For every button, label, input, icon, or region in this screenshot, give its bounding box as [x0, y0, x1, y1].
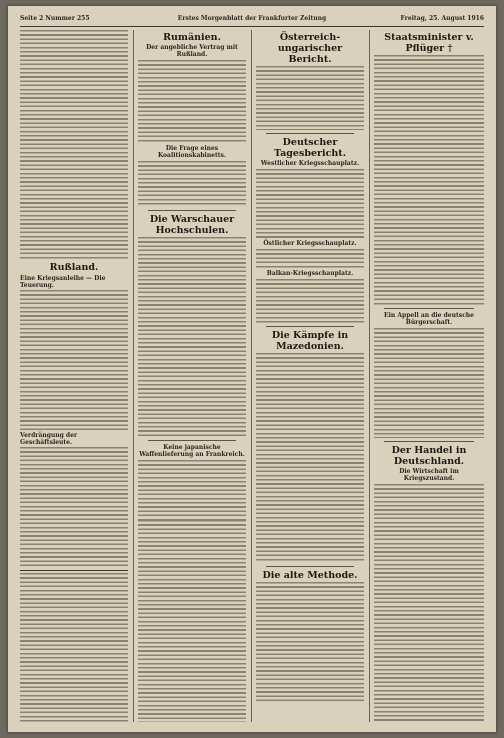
divider	[266, 566, 354, 567]
subheadline: Eine Kriegsanleihe — Die Teuerung.	[20, 275, 106, 289]
divider	[266, 326, 354, 327]
divider	[148, 210, 236, 211]
article-text	[256, 582, 364, 702]
article-text	[138, 460, 246, 520]
headline-german-report: Deutscher Tagesbericht.	[273, 137, 347, 159]
headline-old-method: Die alte Methode.	[262, 570, 358, 581]
subheadline: Die Frage eines Koalitionskabinetts.	[157, 145, 227, 159]
article-text	[256, 169, 364, 239]
article-text	[20, 290, 128, 430]
article-text	[256, 353, 364, 563]
headline-warsaw: Die Warschauer Hochschulen.	[149, 214, 235, 236]
article-text	[256, 66, 364, 130]
column-rule	[369, 30, 370, 722]
headline-austria-report: Österreich-ungarischer Bericht.	[277, 32, 343, 65]
subheadline: Die Wirtschaft im Kriegszustand.	[399, 468, 459, 482]
subheadline: Der angebliche Vertrag mit Rußland.	[146, 44, 238, 58]
headline-russia: Rußland.	[49, 262, 99, 273]
headline-obituary: Staatsminister v. Pflüger †	[384, 32, 474, 54]
subheadline: Ein Appell an die deutsche Bürgerschaft.	[384, 312, 474, 326]
article-text	[374, 55, 484, 305]
page-header	[20, 14, 484, 27]
column-rule	[133, 30, 134, 722]
divider	[148, 440, 236, 441]
article-text	[138, 161, 246, 207]
column-rule	[251, 30, 252, 722]
subheadline: Keine japanische Waffenlieferung an Frankreich.	[139, 444, 245, 458]
column-4	[374, 30, 484, 722]
divider	[384, 441, 474, 442]
header-publication: Erstes Morgenblatt der Frankfurter Zeitung	[177, 15, 327, 22]
feuilleton-text	[138, 520, 246, 722]
subheadline: Balkan-Kriegsschauplatz.	[266, 270, 354, 277]
feuilleton-text	[20, 573, 128, 722]
feuilleton-rule	[20, 570, 128, 571]
subheadline: Verdrängung der Geschäftsleute.	[20, 432, 78, 446]
headline-macedonia: Die Kämpfe in Mazedonien.	[271, 330, 349, 352]
article-text	[374, 328, 484, 438]
column-3	[256, 30, 364, 722]
article-text	[20, 30, 128, 260]
newspaper-page	[8, 6, 496, 732]
article-text	[374, 484, 484, 722]
divider	[266, 133, 354, 134]
header-page-number: Seite 2 Nummer 255	[20, 15, 90, 22]
subheadline: Westlicher Kriegsschauplatz.	[260, 160, 360, 167]
header-date: Freitag, 25. August 1916	[400, 15, 484, 22]
column-1	[20, 30, 128, 722]
subheadline: Östlicher Kriegsschauplatz.	[263, 240, 357, 247]
article-text	[138, 237, 246, 437]
article-text	[256, 279, 364, 323]
headline-romania: Rumänien.	[163, 32, 221, 43]
article-text	[20, 447, 128, 567]
divider	[384, 308, 474, 309]
article-text	[138, 60, 246, 144]
column-2	[138, 30, 246, 722]
article-text	[256, 249, 364, 269]
headline-trade: Der Handel in Deutschland.	[391, 445, 467, 467]
